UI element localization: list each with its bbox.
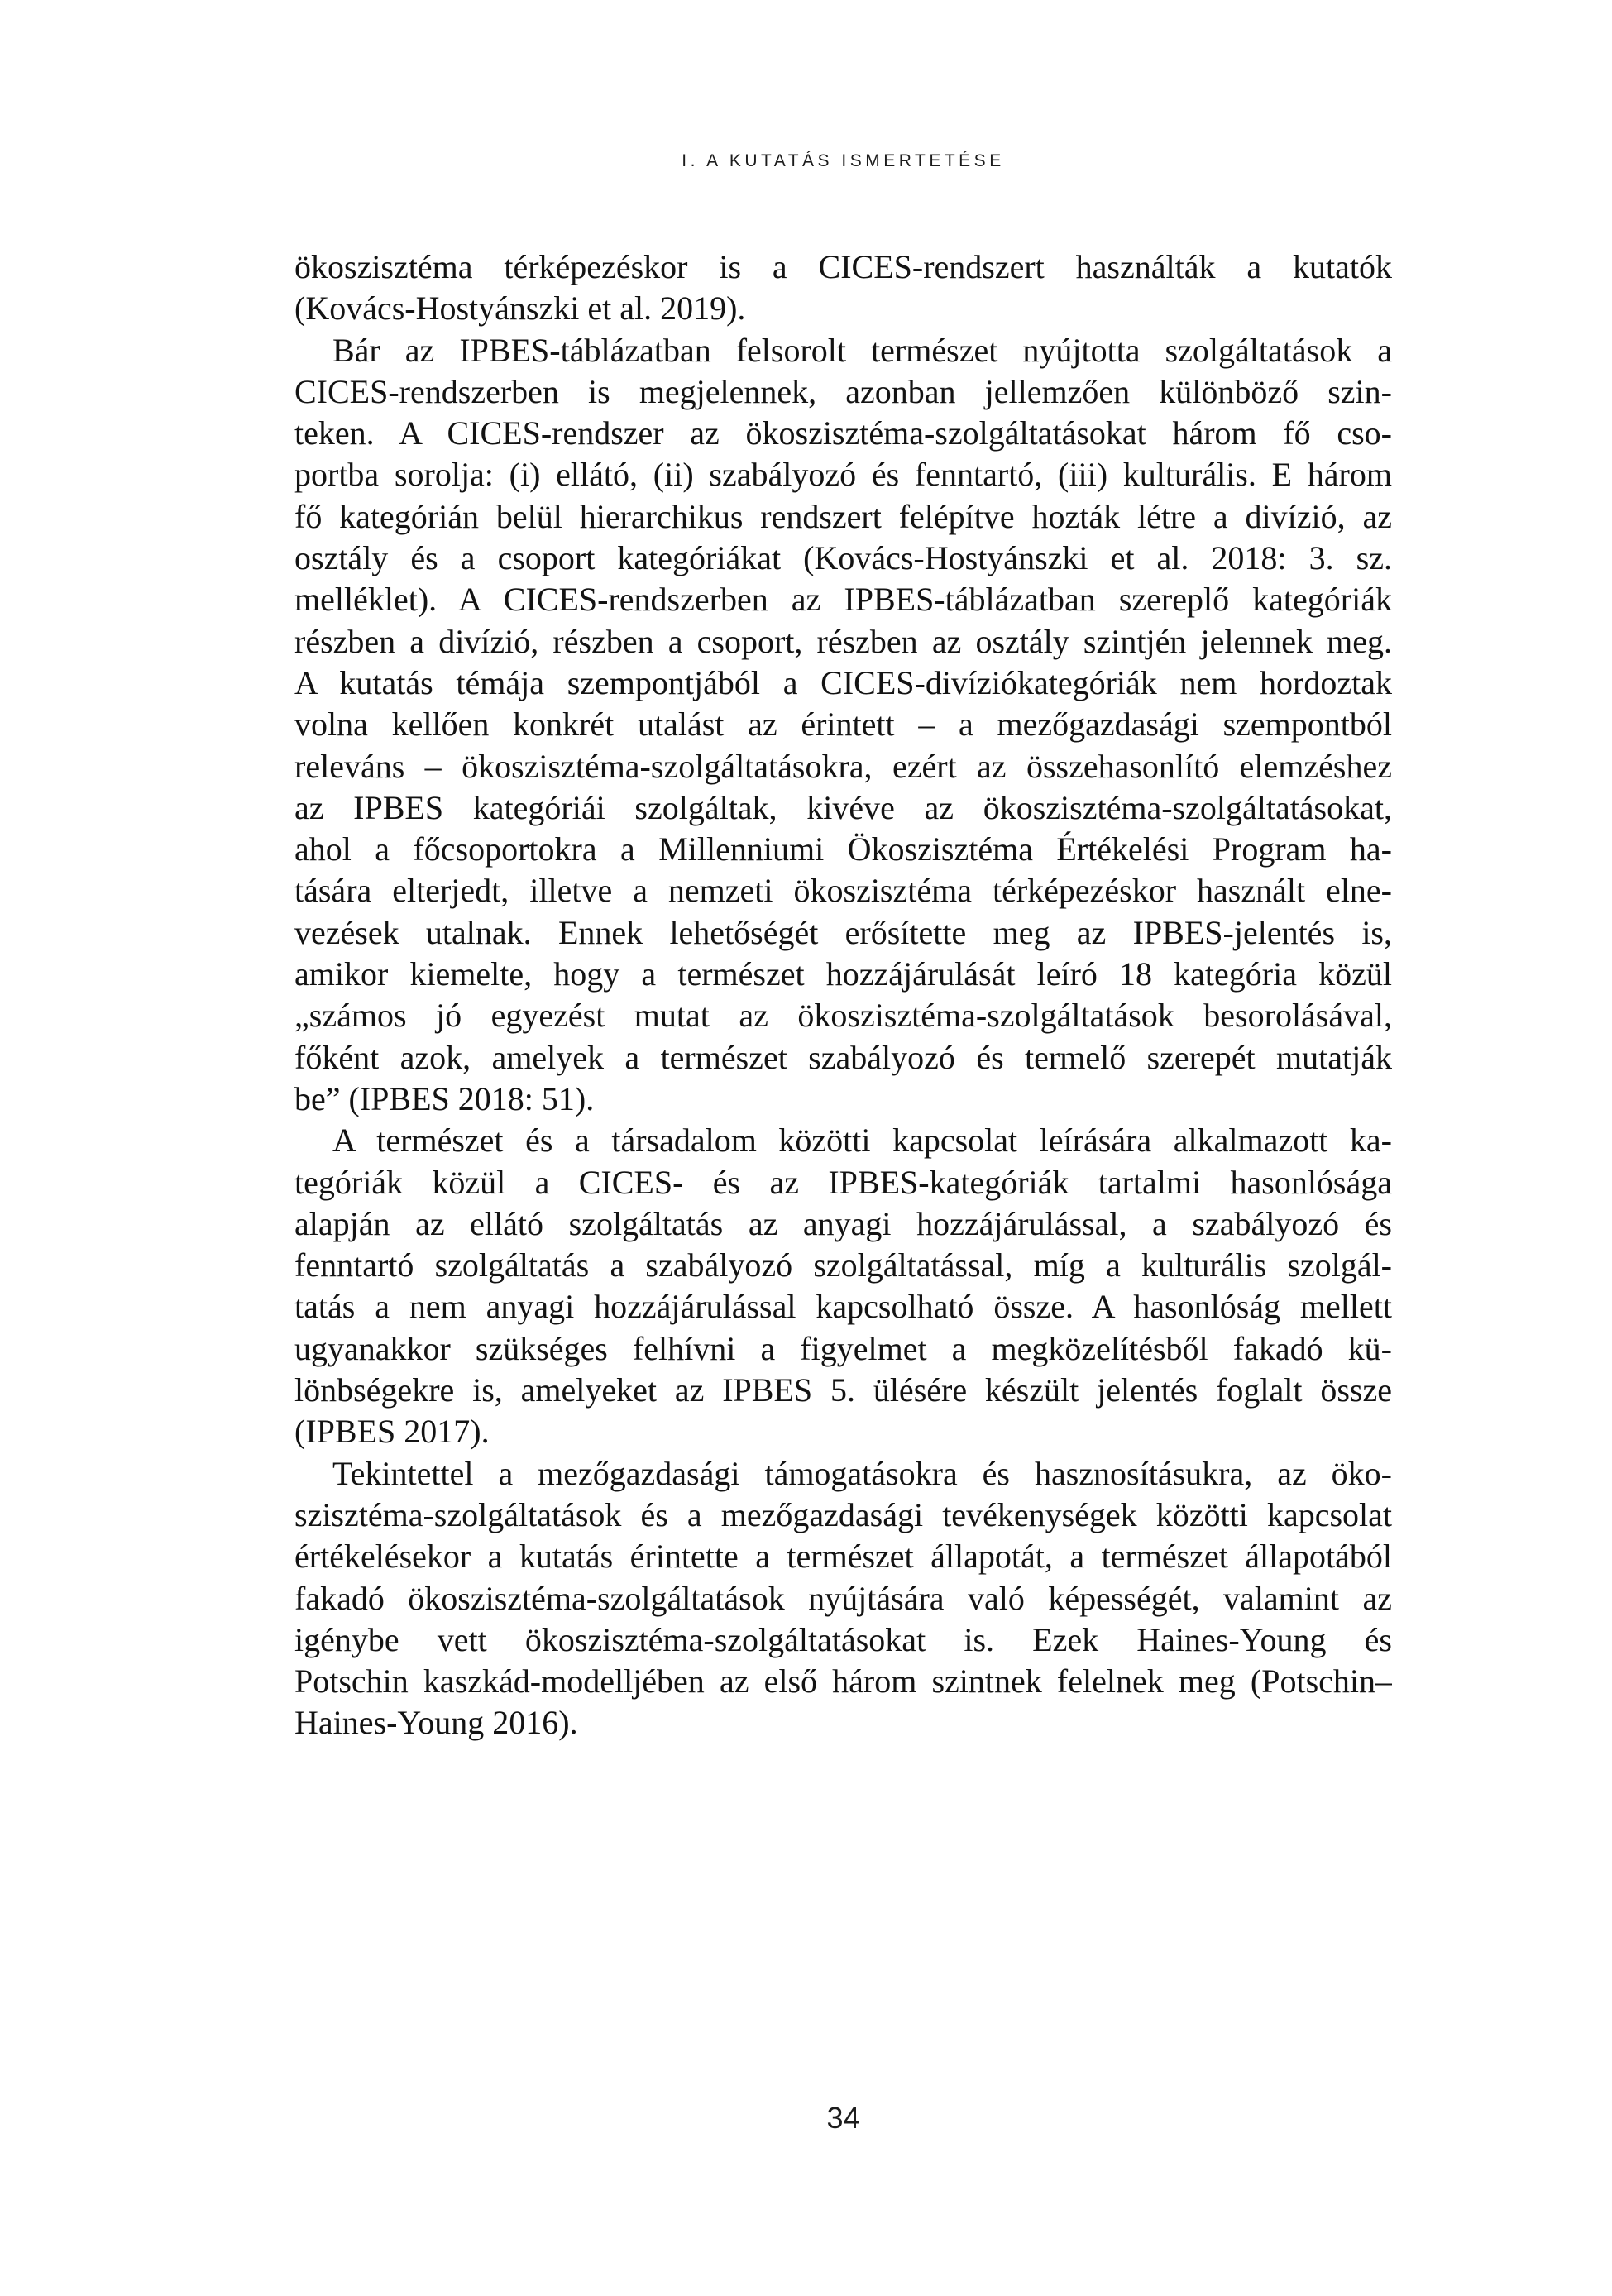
- text-line: A természet és a társadalom közötti kapcsolat leírására alkalmazott ka-: [332, 1122, 1392, 1160]
- text-line: Haines-Young 2016).: [294, 1704, 578, 1742]
- text-line: ökoszisztéma térképezéskor is a CICES-rendszert használták a kutatók: [294, 248, 1392, 285]
- text-line: vezések utalnak. Ennek lehetőségét erősítette meg az IPBES-jelentés is,: [294, 913, 1392, 951]
- page-number: [294, 2101, 1392, 2136]
- text-line: fő kategórián belül hierarchikus rendszert felépítve hozták létre a divízió, az: [294, 497, 1392, 535]
- text-line: volna kellően konkrét utalást az érintett – a mezőgazdasági szempontból: [294, 706, 1392, 744]
- text-line: tására elterjedt, illetve a nemzeti ökoszisztéma térképezéskor használt elne-: [294, 872, 1392, 910]
- text-line: Potschin kaszkád-modelljében az első három szintnek felelnek meg (Potschin–: [294, 1662, 1392, 1700]
- text-line: Bár az IPBES-táblázatban felsorolt természet nyújtotta szolgáltatások a: [332, 331, 1392, 369]
- text-block: [294, 246, 1392, 1744]
- text-line: értékelésekor a kutatás érintette a természet állapotát, a természet állapotából: [294, 1538, 1392, 1576]
- text-line: az IPBES kategóriái szolgáltak, kivéve az ökoszisztéma-szolgáltatásokat,: [294, 788, 1392, 826]
- running-header: [294, 151, 1392, 171]
- text-line: tegóriák közül a CICES- és az IPBES-kategóriák tartalmi hasonlósága: [294, 1163, 1392, 1201]
- text-line: lönbségekre is, amelyeket az IPBES 5. ülésére készült jelentés foglalt össze: [294, 1371, 1392, 1409]
- text-line: Tekintettel a mezőgazdasági támogatásokra és hasznosításukra, az öko-: [332, 1454, 1392, 1492]
- text-line: (Kovács-Hostyánszki et al. 2019).: [294, 289, 746, 328]
- text-line: ugyanakkor szükséges felhívni a figyelmet a megközelítésből fakadó kü-: [294, 1329, 1392, 1367]
- text-line: szisztéma-szolgáltatások és a mezőgazdasági tevékenységek közötti kapcsolat: [294, 1495, 1392, 1533]
- text-line: osztály és a csoport kategóriákat (Kovács-Hostyánszki et al. 2018: 3. sz.: [294, 539, 1392, 577]
- text-line: tatás a nem anyagi hozzájárulással kapcsolható össze. A hasonlóság mellett: [294, 1288, 1392, 1326]
- text-line: főként azok, amelyek a természet szabályozó és termelő szerepét mutatják: [294, 1038, 1392, 1076]
- text-line: portba sorolja: (i) ellátó, (ii) szabályozó és fenntartó, (iii) kulturális. E három: [294, 456, 1392, 494]
- text-line: (IPBES 2017).: [294, 1413, 490, 1451]
- text-line: fakadó ökoszisztéma-szolgáltatások nyújtására való képességét, valamint az: [294, 1579, 1392, 1617]
- running-header-text: I. A KUTATÁS ISMERTETÉSE: [682, 151, 1005, 170]
- text-line: CICES-rendszerben is megjelennek, azonban jellemzően különböző szin-: [294, 372, 1392, 410]
- page-number-text: 34: [826, 2101, 860, 2135]
- text-line: melléklet). A CICES-rendszerben az IPBES-táblázatban szereplő kategóriák: [294, 581, 1392, 619]
- text-line: igénybe vett ökoszisztéma-szolgáltatásokat is. Ezek Haines-Young és: [294, 1620, 1392, 1658]
- text-line: alapján az ellátó szolgáltatás az anyagi hozzájárulással, a szabályozó és: [294, 1204, 1392, 1242]
- text-line: ahol a főcsoportokra a Millenniumi Ökoszisztéma Értékelési Program ha-: [294, 830, 1392, 868]
- text-line: releváns – ökoszisztéma-szolgáltatásokra, ezért az összehasonlító elemzéshez: [294, 747, 1392, 785]
- text-line: amikor kiemelte, hogy a természet hozzájárulását leíró 18 kategória közül: [294, 955, 1392, 993]
- text-line: A kutatás témája szempontjából a CICES-divíziókategóriák nem hordoztak: [294, 663, 1392, 701]
- text-line: fenntartó szolgáltatás a szabályozó szolgáltatással, míg a kulturális szolgál-: [294, 1246, 1392, 1284]
- text-line: részben a divízió, részben a csoport, részben az osztály szintjén jelennek meg.: [294, 622, 1392, 660]
- text-line: teken. A CICES-rendszer az ökoszisztéma-szolgáltatásokat három fő cso-: [294, 414, 1392, 452]
- text-line: „számos jó egyezést mutat az ökoszisztéma-szolgáltatások besorolásával,: [294, 997, 1392, 1035]
- text-line: be” (IPBES 2018: 51).: [294, 1079, 595, 1117]
